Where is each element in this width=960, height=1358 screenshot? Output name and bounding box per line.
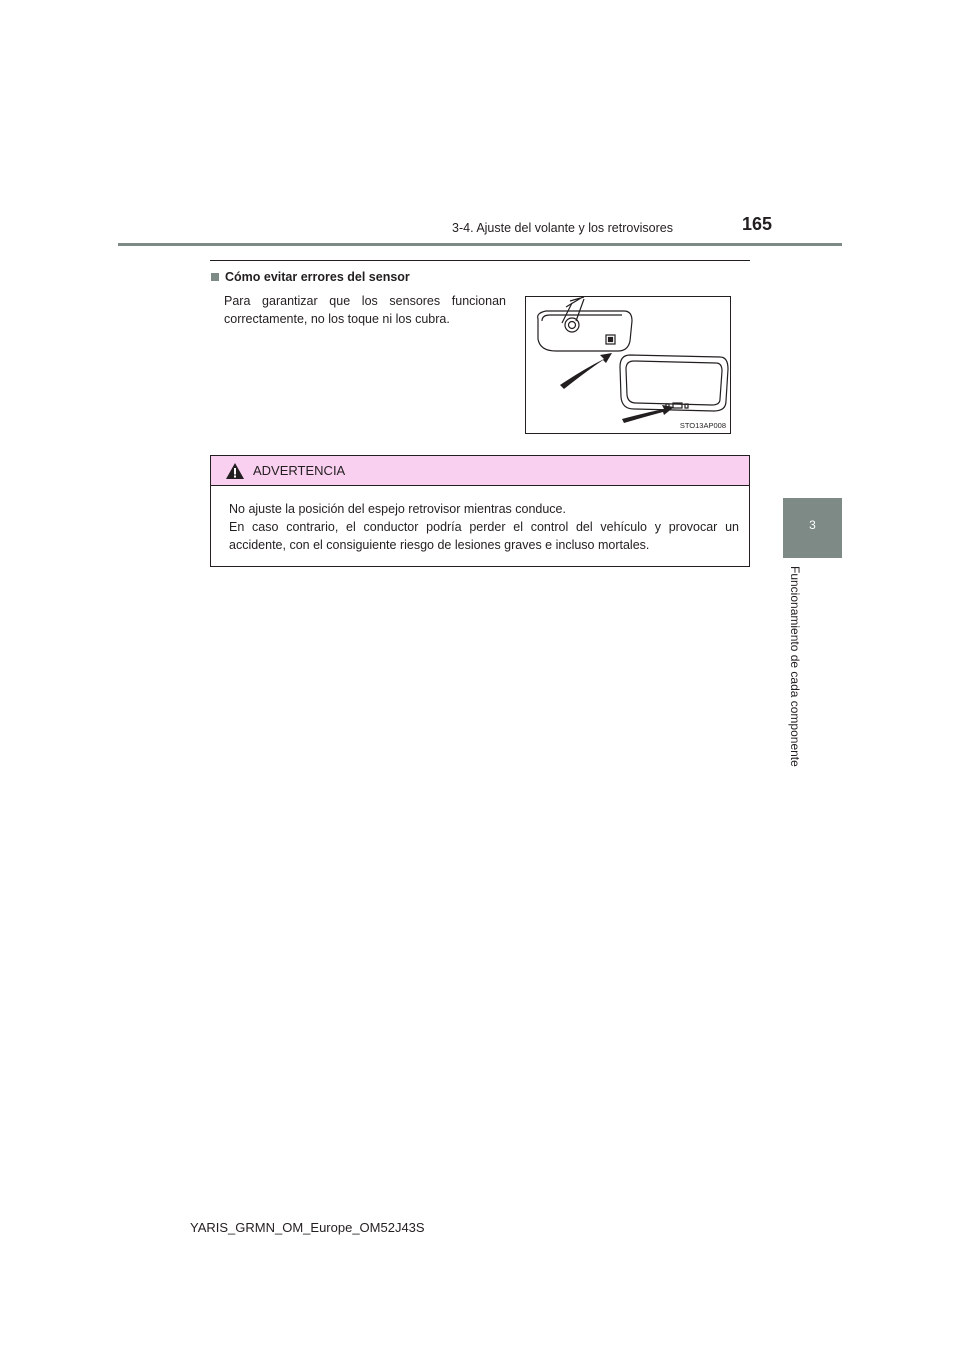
section-heading [210, 270, 410, 284]
warning-header [211, 456, 749, 486]
body-paragraph: Para garantizar que los sensores funcionan correctamente, no los toque ni los cubra. [224, 294, 506, 326]
chapter-title: 3-4. Ajuste del volante y los retrovisores [452, 221, 673, 235]
footer-document-code: YARIS_GRMN_OM_Europe_OM52J43S [190, 1220, 425, 1235]
chapter-tab-number: 3 [809, 518, 816, 532]
warning-title: ADVERTENCIA [253, 463, 346, 478]
mirror-drawing [526, 297, 730, 433]
section-rule [210, 260, 750, 261]
chapter-tab [783, 498, 842, 558]
warning-line-2: En caso contrario, el conductor podría perder el control del vehículo y provocar un accidente, con el consiguiente riesgo de lesiones graves e incluso mortales. [229, 520, 739, 552]
chapter-side-label [780, 566, 810, 786]
square-bullet-icon [211, 273, 219, 281]
header-rule [118, 243, 842, 246]
chapter-side-label-text: Funcionamiento de cada componente [788, 566, 802, 767]
warning-line-1: No ajuste la posición del espejo retrovisor mientras conduce. [229, 502, 566, 516]
page-number: 165 [742, 214, 773, 234]
mirror-sensor-illustration [525, 296, 731, 434]
warning-box [210, 455, 750, 567]
warning-text [229, 500, 739, 554]
figure-code: STO13AP008 [679, 421, 726, 430]
section-heading-text: Cómo evitar errores del sensor [225, 270, 410, 284]
warning-triangle-icon [225, 462, 245, 480]
